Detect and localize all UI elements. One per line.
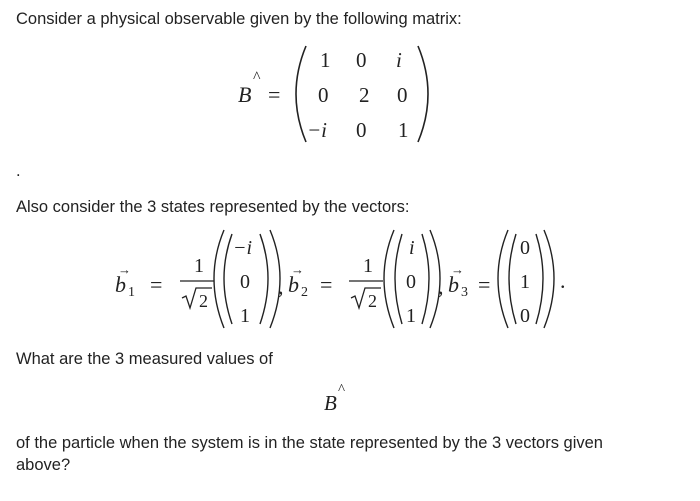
matrix-cell-0-1: 0 <box>356 48 367 72</box>
b1-inner-right-paren <box>260 234 268 324</box>
matrix-cell-2-2: 1 <box>398 118 409 142</box>
b3-inner-left-paren <box>509 234 516 324</box>
matrix-cell-1-1: 2 <box>359 83 370 107</box>
b3-index: 3 <box>461 285 468 300</box>
standalone-operator-hat: ^ <box>338 382 346 398</box>
b3-arrow: → <box>451 262 464 277</box>
matrix-cell-1-2: 0 <box>397 83 408 107</box>
equals-sign: = <box>268 82 281 107</box>
b2-equals: = <box>320 272 333 297</box>
b2-entry-1: 0 <box>406 271 416 293</box>
b1-arrow: → <box>118 262 131 277</box>
intro-text: Consider a physical observable given by the following matrix: <box>16 10 462 28</box>
b3-entry-2: 0 <box>520 305 530 327</box>
operator-matrix-equation <box>230 40 440 148</box>
b1-inner-left-paren <box>224 234 232 324</box>
question-start-text: What are the 3 measured values of <box>16 350 273 368</box>
b2-frac-den: 2 <box>368 291 377 311</box>
b3-big-left-paren <box>498 230 508 328</box>
b1-equals: = <box>150 272 163 297</box>
b1-entry-1: 0 <box>240 271 250 293</box>
b1-frac-num: 1 <box>194 255 204 277</box>
b1-entry-0: −i <box>233 237 253 259</box>
b2-entry-0: i <box>409 237 415 259</box>
standalone-operator-symbol: B <box>324 391 337 415</box>
matrix-cell-2-1: 0 <box>356 118 367 142</box>
operator-symbol: B <box>238 82 252 107</box>
matrix-cell-2-0: −i <box>307 118 328 142</box>
b2-big-left-paren <box>384 230 394 328</box>
b1-frac-den: 2 <box>199 291 208 311</box>
b2-inner-left-paren <box>395 234 402 324</box>
operator-symbol-standalone <box>320 382 360 418</box>
b1-big-left-paren <box>214 230 224 328</box>
stray-dot: . <box>16 162 21 180</box>
question-end-text: of the particle when the system is in the state represented by the 3 vectors given above? <box>16 434 603 474</box>
b2-arrow: → <box>291 262 304 277</box>
b2-symbol: b <box>288 272 299 297</box>
states-intro-text: Also consider the 3 states represented by the vectors: <box>16 198 410 216</box>
operator-hat: ^ <box>253 69 261 86</box>
b2-comma: , <box>438 274 444 299</box>
b3-big-right-paren <box>544 230 554 328</box>
matrix-cell-0-2: i <box>396 48 402 72</box>
b2-inner-right-paren <box>422 234 429 324</box>
b1-comma: , <box>278 274 284 299</box>
matrix-cell-1-0: 0 <box>318 83 329 107</box>
matrix-cell-0-0: 1 <box>320 48 331 72</box>
b3-equals: = <box>478 272 491 297</box>
b3-entry-0: 0 <box>520 237 530 259</box>
b3-inner-right-paren <box>536 234 543 324</box>
matrix-right-paren <box>418 46 428 142</box>
b2-entry-2: 1 <box>406 305 416 327</box>
b2-frac-num: 1 <box>363 255 373 277</box>
b3-entry-1: 1 <box>520 271 530 293</box>
b1-symbol: b <box>115 272 126 297</box>
state-vectors-equation <box>100 226 580 336</box>
b3-period: . <box>560 268 566 293</box>
matrix-left-paren <box>296 46 306 142</box>
b1-entry-2: 1 <box>240 305 250 327</box>
b1-index: 1 <box>128 285 135 300</box>
b3-symbol: b <box>448 272 459 297</box>
b2-index: 2 <box>301 285 308 300</box>
